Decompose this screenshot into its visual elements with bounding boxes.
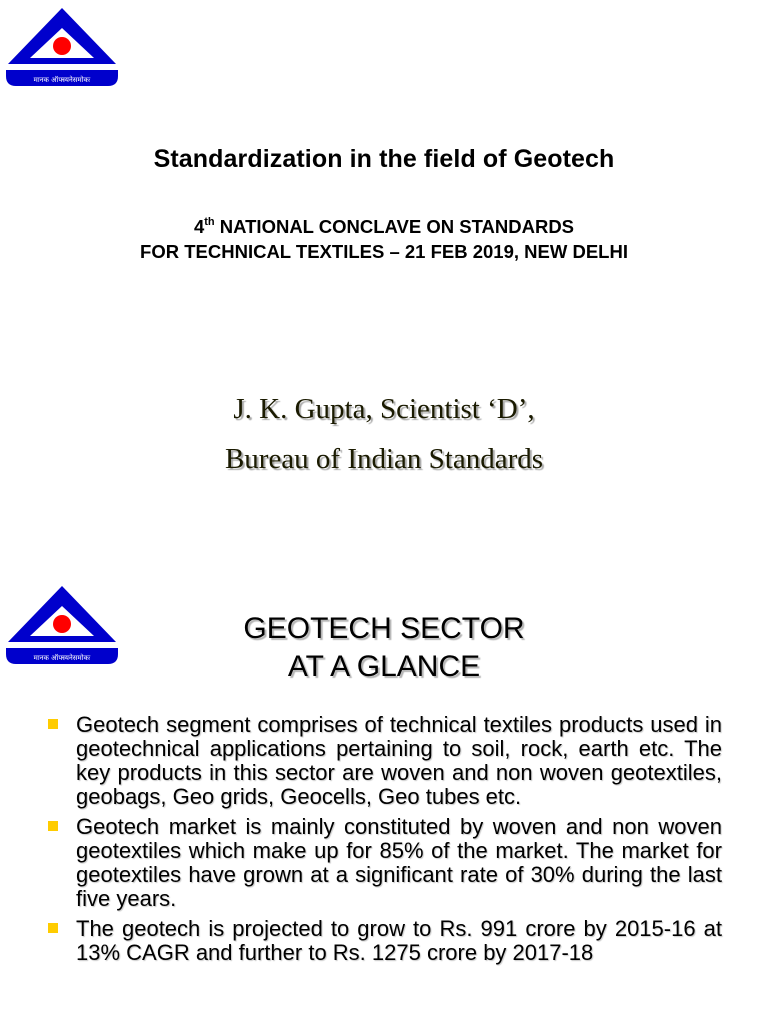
bullet-item (40, 815, 722, 911)
bullet-text: Geotech market is mainly constituted by woven and non woven geotextiles which make up for 85% of the market. The market for geotextiles have grown at a significant rate of 30% during the last five years. (76, 814, 722, 911)
bullet-text: The geotech is projected to grow to Rs. 991 crore by 2015-16 at 13% CAGR and further to Rs. 1275 crore by 2017-18 (76, 916, 722, 965)
square-bullet-icon (48, 923, 58, 933)
bis-logo-icon (2, 2, 122, 88)
content-slide (0, 576, 768, 1024)
slide-heading (0, 610, 768, 686)
bullet-item (40, 917, 722, 965)
slide-title: Standardization in the field of Geotech (153, 145, 615, 173)
conclave-line-2: FOR TECHNICAL TEXTILES – 21 FEB 2019, NEW DELHI (140, 241, 628, 262)
square-bullet-icon (48, 821, 58, 831)
ordinal-suffix: th (204, 215, 215, 228)
slide-heading-line-1: GEOTECH SECTOR (243, 612, 525, 645)
slide-heading-line-2: AT A GLANCE (287, 650, 481, 683)
svg-text:मानक ऑफ्स्यनेसमोकः: मानक ऑफ्स्यनेसमोकः (33, 76, 91, 84)
author-organization: Bureau of Indian Standards (224, 443, 544, 475)
bullet-item (40, 713, 722, 809)
conclave-line-1-text: NATIONAL CONCLAVE ON STANDARDS (214, 216, 575, 237)
conclave-line-1 (0, 216, 768, 238)
svg-text:मानक ऑफ्स्यनेसमोकः: मानक ऑफ्स्यनेसमोकः (33, 654, 91, 662)
bullet-list (40, 713, 722, 971)
ordinal-number: 4 (193, 216, 205, 237)
bis-logo (2, 2, 122, 88)
square-bullet-icon (48, 719, 58, 729)
bullet-text: Geotech segment comprises of technical textiles products used in geotechnical applications pertaining to soil, rock, earth etc. The key products in this sector are woven and non woven geotextiles, geobags, Geo grids, Geocells, Geo tubes etc. (76, 712, 722, 809)
author-name: J. K. Gupta, Scientist ‘D’, (233, 393, 535, 425)
